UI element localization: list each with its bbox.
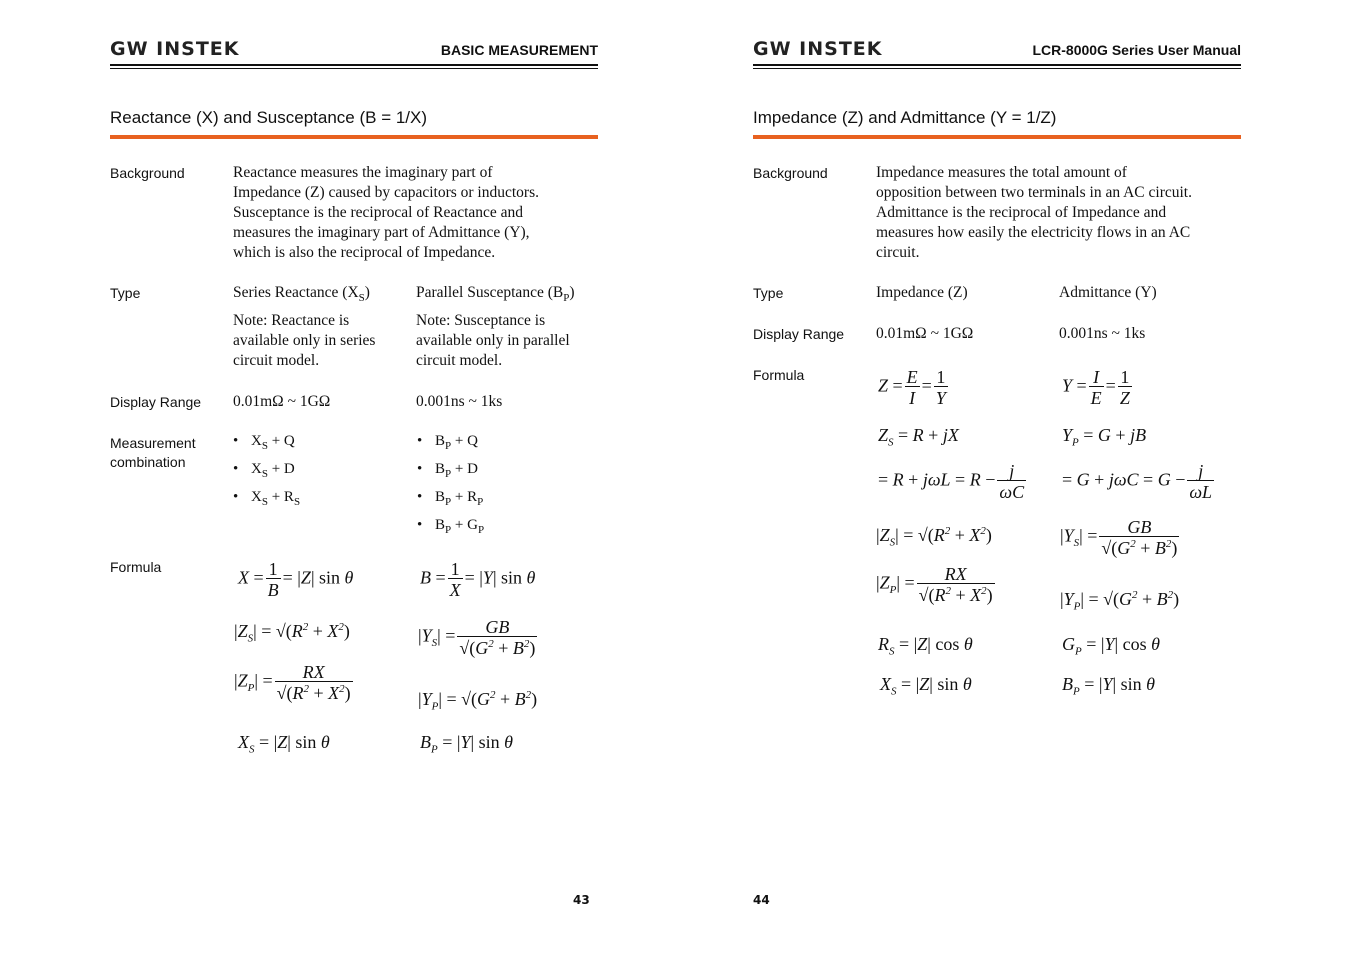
type-label: Type — [753, 285, 784, 301]
background-line: Impedance measures the total amount of — [876, 164, 1127, 181]
header-rule — [753, 64, 1241, 66]
formula-ys: $|Y_S|$ = $\frac{GB}{√(G^2 + B^2)}$ — [418, 617, 536, 658]
formula-yp: $|Y_P| = √(G^2 + B^2)$ — [418, 689, 538, 713]
type-parallel-susceptance: Parallel Susceptance $(B_P)$ — [416, 284, 575, 305]
background-line: circuit. — [876, 244, 920, 261]
background-line: which is also the reciprocal of Impedance. — [233, 244, 496, 261]
formula-xs: $X_S = |Z|$ sin θ — [880, 674, 972, 698]
formula-zs-expanded: = R + jωL = R − $\frac{j}{\omega C}$ — [878, 461, 1025, 502]
note-parallel: Note: Susceptance is available only in parallel circuit model. — [416, 312, 570, 369]
formula-rs: $R_S = |Z|$ cos θ — [878, 634, 973, 658]
background-line: Reactance measures the imaginary part of — [233, 164, 493, 181]
formula-label: Formula — [110, 559, 162, 575]
gwinstek-logo: GW INSTEK — [753, 38, 883, 60]
combo-item: • $B_P + G_P$ — [435, 517, 484, 536]
section-underline — [110, 135, 598, 139]
page-number: 44 — [753, 893, 770, 907]
background-text — [233, 163, 539, 263]
formula-zp: $|Z_P|$ = $\frac{RX}{√(R^2 + X^2)}$ — [234, 662, 351, 703]
formula-xs: $X_S = |Z|$ sin θ — [238, 732, 330, 756]
combo-item: • $X_S + Q$ — [251, 433, 295, 452]
type-admittance: Admittance (Y) — [1059, 284, 1157, 301]
display-range-label: Display Range — [110, 394, 202, 410]
combo-item: • $X_S + R_S$ — [251, 489, 300, 508]
combo-item: • $B_P + R_P$ — [435, 489, 483, 508]
display-range-impedance: 0.01mΩ ~ 1GΩ — [876, 325, 974, 342]
display-range-label: Display Range — [753, 326, 845, 342]
right-page — [753, 0, 1241, 954]
left-page — [110, 0, 598, 954]
combo-item: • $X_S + D$ — [251, 461, 295, 480]
type-label: Type — [110, 285, 141, 301]
display-range-admittance: 0.001ns ~ 1ks — [1059, 325, 1146, 342]
background-line: opposition between two terminals in an AC circuit. — [876, 184, 1192, 201]
formula-yp-complex: $Y_P = G$ + jB — [1062, 425, 1147, 449]
formula-z: Z = $\frac{E}{I}$ = $\frac{1}{Y}$ — [878, 367, 946, 408]
background-line: measures how easily the electricity flows in an AC — [876, 224, 1191, 241]
header-title: BASIC MEASUREMENT — [440, 42, 598, 58]
background-label: Background — [110, 165, 185, 181]
formula-zs: $|Z_S| = √(R^2 + X^2)$ — [234, 621, 350, 645]
formula-zs-complex: $Z_S = R$ + jX — [878, 425, 959, 449]
combo-item: • $B_P + D$ — [435, 461, 478, 480]
formula-label: Formula — [753, 367, 805, 383]
section-underline — [753, 135, 1241, 139]
header-rule-thin — [110, 68, 598, 69]
formula-bp: $B_P = |Y|$ sin θ — [1062, 674, 1155, 698]
header-title: LCR-8000G Series User Manual — [1032, 42, 1241, 58]
combo-item: • $B_P + Q$ — [435, 433, 478, 452]
background-line: Susceptance is the reciprocal of Reactance and — [233, 204, 524, 221]
background-line: Impedance (Z) caused by capacitors or inductors. — [233, 184, 539, 201]
formula-y: Y = $\frac{I}{E}$ = $\frac{1}{Z}$ — [1062, 367, 1130, 408]
header-rule-thin — [753, 68, 1241, 69]
measurement-combination-label: Measurement combination — [110, 435, 196, 470]
background-line: measures the imaginary part of Admittance (Y), — [233, 224, 530, 241]
formula-x: X = $\frac{1}{B}$ = |Z| sin θ — [238, 559, 354, 600]
type-series-reactance: Series Reactance $(X_S)$ — [233, 284, 370, 305]
section-title: Reactance (X) and Susceptance (B = 1/X) — [110, 108, 428, 127]
header-rule — [110, 64, 598, 66]
formula-gp: $G_P = |Y|$ cos θ — [1062, 634, 1160, 658]
formula-bp: $B_P = |Y|$ sin θ — [420, 732, 513, 756]
formula-yp-expanded: = G + jωC = G − $\frac{j}{\omega L}$ — [1062, 461, 1213, 502]
gwinstek-logo: GW INSTEK — [110, 38, 240, 60]
background-line: Admittance is the reciprocal of Impedance and — [876, 204, 1167, 221]
formula-b: B = $\frac{1}{X}$ = |Y| sin θ — [420, 559, 536, 600]
formula-ys-mag: $|Y_S|$ = $\frac{GB}{√(G^2 + B^2)}$ — [1060, 517, 1178, 558]
formula-zs-mag: $|Z_S| = √(R^2 + X^2)$ — [876, 525, 992, 549]
type-impedance: Impedance (Z) — [876, 284, 968, 301]
formula-zp-mag: $|Z_P|$ = $\frac{RX}{√(R^2 + X^2)}$ — [876, 564, 993, 605]
formula-yp-mag: $|Y_P| = √(G^2 + B^2)$ — [1060, 589, 1180, 613]
section-title: Impedance (Z) and Admittance (Y = 1/Z) — [753, 108, 1057, 127]
page-number: 43 — [573, 893, 590, 907]
note-series: Note: Reactance is available only in series circuit model. — [233, 312, 376, 369]
display-range-susceptance: 0.001ns ~ 1ks — [416, 393, 503, 410]
display-range-reactance: 0.01mΩ ~ 1GΩ — [233, 393, 331, 410]
background-label: Background — [753, 165, 828, 181]
background-text — [876, 163, 1192, 263]
